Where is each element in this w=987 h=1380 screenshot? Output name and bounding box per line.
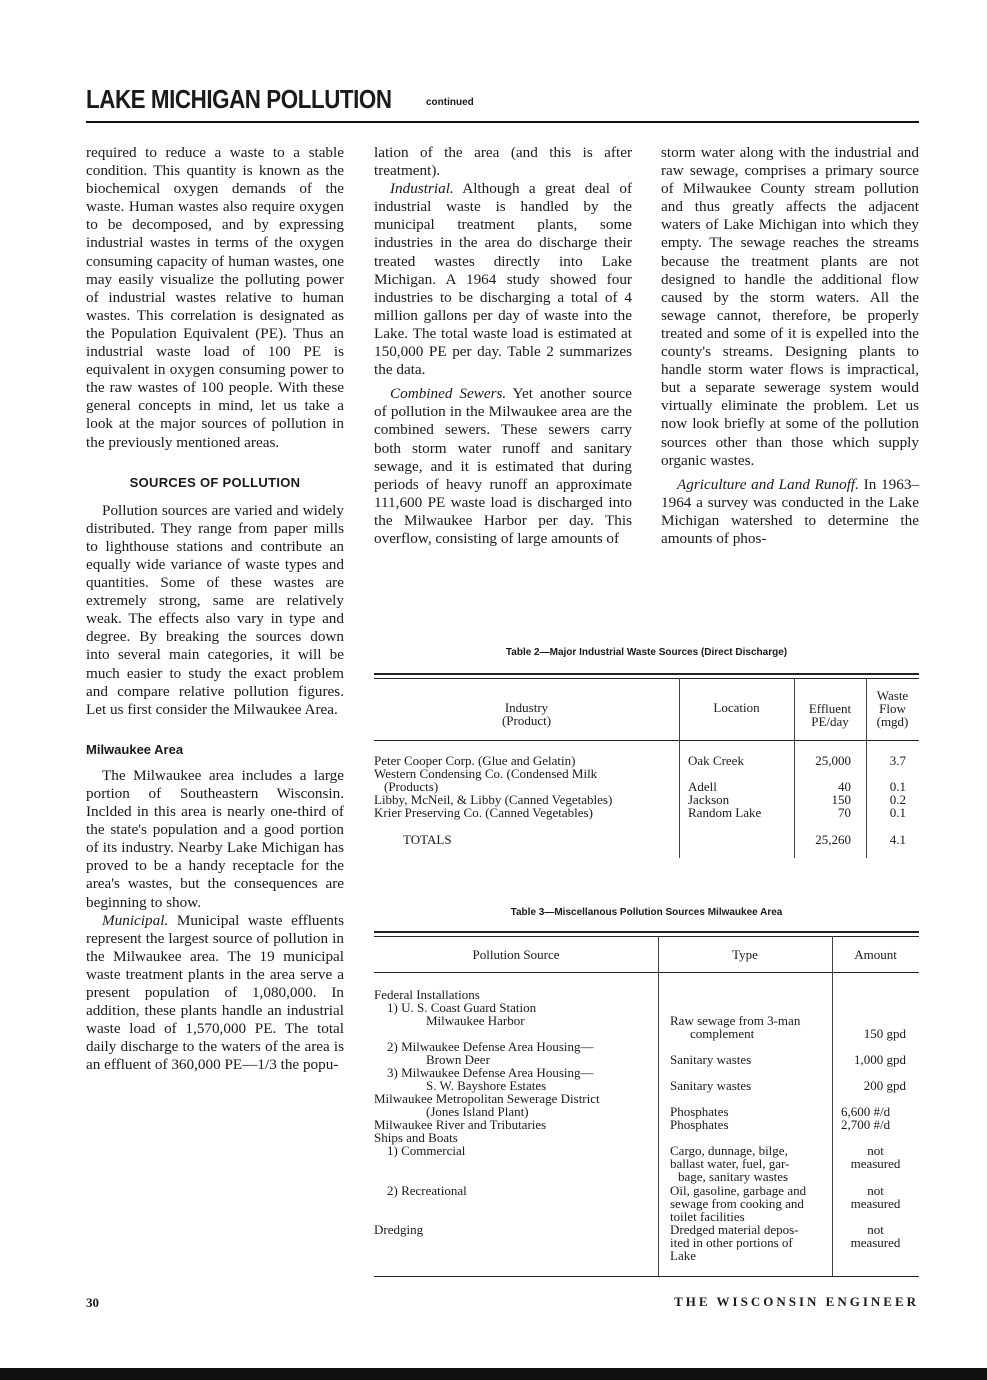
table-cell: Dredging	[374, 1222, 424, 1237]
table-rule	[374, 931, 919, 933]
table-cell: (Jones Island Plant)	[426, 1104, 529, 1119]
paragraph: The Milwaukee area includes a large portion of Southeastern Wisconsin. Inclded in this area is nearly one-third of the state's population and a good portion of its industry. Nearby Lake Michigan has proved to be a handy receptacle for the area's wastes, but the consequences are beginning to show.	[86, 766, 344, 911]
journal-name: THE WISCONSIN ENGINEER	[674, 1294, 919, 1309]
paragraph-text: Municipal waste effluents represent the largest source of pollution in the Milwaukee area. The 19 municipal waste treatment plants in the area serve a present population of 1,080,000. In addition, these plants handle an industrial waste load of 1,570,000 PE. The total daily discharge to the waters of the area is an effluent of 360,000 PE—1/3 the popu-	[86, 911, 344, 1074]
table-cell: Sanitary wastes	[670, 1052, 752, 1067]
paragraph: required to reduce a waste to a stable condition. This quantity is known as the biochemical oxygen demands of the waste. Human wastes also require oxygen to be decomposed, and by expressing industrial wastes in terms of the oxygen consuming capacity of human wastes, one may easily visualize the polluting power of industrial wastes relative to human wastes. This correlation is designated as the Population Equivalent (PE). Thus an industrial waste load of 100 PE is equivalent in oxygen consuming power to the raw wastes of 100 people. With these general concepts in mind, let us take a look at the major sources of pollution in the previously mentioned areas.	[86, 144, 344, 451]
table-rule	[374, 678, 919, 679]
run-in-heading: Combined Sewers.	[390, 385, 507, 403]
table-cell: Cargo, dunnage, bilge,	[670, 1143, 788, 1158]
paragraph	[374, 385, 632, 548]
table-cell: 3.7	[889, 753, 906, 768]
table-rule	[374, 740, 919, 741]
table-cell: Peter Cooper Corp. (Glue and Gelatin)	[374, 753, 576, 768]
table-cell: Phosphates	[670, 1117, 729, 1132]
paragraph-text: In 1963–1964 a survey was conducted in the Lake Michigan watershed to determine the amounts of phos-	[661, 475, 920, 547]
table-cell: not	[867, 1143, 884, 1158]
table-cell: Adell	[688, 779, 717, 794]
table-cell: Oil, gasoline, garbage and	[670, 1183, 807, 1198]
table-divider	[658, 936, 659, 1276]
table-cell: Jackson	[688, 792, 730, 807]
paragraph	[86, 912, 344, 1075]
table-cell: 25,000	[815, 753, 851, 768]
table-cell: sewage from cooking and	[670, 1196, 804, 1211]
totals-pe: 25,260	[815, 832, 851, 847]
continued-label: continued	[426, 97, 474, 108]
paragraph	[374, 180, 632, 379]
header-pe-day: PE/day	[811, 714, 849, 729]
table-cell: 70	[838, 805, 851, 820]
page-title: LAKE MICHIGAN POLLUTION	[86, 84, 392, 114]
table-cell: toilet facilities	[670, 1209, 745, 1224]
header-waste: Waste	[876, 688, 909, 703]
header-industry: Industry	[504, 700, 549, 715]
table-rule	[374, 972, 919, 973]
table-cell: 0.1	[889, 779, 906, 794]
page-number: 30	[86, 1295, 99, 1310]
header-flow: Flow	[879, 701, 906, 716]
table-cell: measured	[850, 1196, 901, 1211]
table-cell: 0.2	[889, 792, 906, 807]
header-mgd: (mgd)	[876, 714, 909, 729]
scan-edge-bar	[0, 1368, 987, 1380]
table-cell: S. W. Bayshore Estates	[426, 1078, 547, 1093]
table3-caption: Table 3—Miscellanous Pollution Sources Milwaukee Area	[510, 907, 783, 918]
table-cell: Federal Installations	[374, 987, 480, 1002]
paragraph-text: Yet another source of pollution in the Milwaukee area are the combined sewers. These sewers carry both storm water runoff and sanitary sewage, and it is estimated that during periods of heavy runoff an approximate 111,600 PE waste load is discharged into the Milwaukee Harbor per day. This overflow, consisting of large amounts of	[374, 385, 632, 547]
run-in-heading: Municipal.	[102, 911, 169, 929]
paragraph	[661, 476, 919, 548]
table-cell: Milwaukee Harbor	[426, 1013, 525, 1028]
table-cell: bage, sanitary wastes	[678, 1169, 789, 1184]
table-cell: 40	[838, 779, 851, 794]
table-cell: (Products)	[384, 779, 439, 794]
table-rule	[374, 936, 919, 937]
column-3	[661, 144, 919, 548]
table-cell: ited in other portions of	[670, 1235, 793, 1250]
page-header	[86, 84, 919, 115]
table-cell: 3) Milwaukee Defense Area Housing—	[387, 1065, 594, 1080]
table-cell: 150 gpd	[863, 1026, 906, 1041]
table-cell: Krier Preserving Co. (Canned Vegetables)	[374, 805, 593, 820]
header-effluent: Effluent	[808, 701, 852, 716]
section-heading: SOURCES OF POLLUTION	[129, 474, 301, 490]
table-cell: 150	[831, 792, 851, 807]
table-cell: 0.1	[889, 805, 906, 820]
table-cell: ballast water, fuel, gar-	[670, 1156, 790, 1171]
header-product: (Product)	[501, 713, 552, 728]
table-cell: Random Lake	[688, 805, 762, 820]
table-cell: Brown Deer	[426, 1052, 490, 1067]
table-cell: Oak Creek	[688, 753, 744, 768]
header-amount: Amount	[854, 947, 897, 962]
run-in-heading: Industrial.	[390, 180, 454, 198]
table-rule	[374, 673, 919, 675]
table-cell: Sanitary wastes	[670, 1078, 752, 1093]
table-cell: 6,600 #/d	[841, 1104, 891, 1119]
paragraph-text: Although a great deal of industrial waste is handled by the municipal treatment plants, some industries in the area do discharge their treated wastes directly into Lake Michigan. A 1964 study showed four industries to be discharging a total of 4 million gallons per day of waste into the Lake. The total waste load is estimated at 150,000 PE per day. Table 2 summarizes the data.	[374, 180, 632, 379]
paragraph: storm water along with the industrial and raw sewage, comprises a primary source of Milwaukee County stream pollution and thus greatly affects the adjacent waters of Lake Michigan into which they empty. The sewage reaches the streams because the treatment plants are not designed to handle the additional flow caused by the storm waters. All the sewage cannot, therefore, be properly treated and some of it is expelled into the county's streams. Designing plants to handle storm water flows is impractical, but a separate sewerage system would virtually eliminate the problem. Let us now look briefly at some of the pollution sources other than those which supply organic wastes.	[661, 144, 919, 469]
header-source: Pollution Source	[472, 947, 560, 962]
table-cell: Phosphates	[670, 1104, 729, 1119]
header-location: Location	[713, 700, 760, 715]
table-cell: not	[867, 1183, 884, 1198]
table-cell: Milwaukee Metropolitan Sewerage District	[374, 1091, 600, 1106]
run-in-heading: Agriculture and Land Runoff.	[677, 475, 859, 493]
subsection-heading: Milwaukee Area	[86, 741, 184, 757]
table-cell: complement	[690, 1026, 755, 1041]
column-2	[374, 144, 632, 548]
table-cell: Libby, McNeil, & Libby (Canned Vegetables)	[374, 792, 613, 807]
table-cell: measured	[850, 1156, 901, 1171]
paragraph: Pollution sources are varied and widely distributed. They range from paper mills to lighthouse stations and contribute an equally wide variance of waste types and quantities. Some of these wastes are extremely strong, same are relatively weak. The effects also vary in type and degree. By breaking the sources down into several main categories, it will be much easier to study the exact problem and compare relative pollution figures. Let us first consider the Milwaukee Area.	[86, 501, 344, 718]
table-cell: not	[867, 1222, 884, 1237]
table-cell: Lake	[670, 1248, 696, 1263]
table-cell: Milwaukee River and Tributaries	[374, 1117, 547, 1132]
table-cell: Ships and Boats	[374, 1130, 458, 1145]
totals-label: TOTALS	[403, 832, 452, 847]
table-rule	[374, 1276, 919, 1277]
table-cell: Dredged material depos-	[670, 1222, 799, 1237]
table-cell: 1) U. S. Coast Guard Station	[387, 1000, 537, 1015]
table-cell: measured	[850, 1235, 901, 1250]
table-cell: 1,000 gpd	[854, 1052, 906, 1067]
table-cell: Raw sewage from 3-man	[670, 1013, 801, 1028]
table-cell: 2) Recreational	[387, 1183, 467, 1198]
column-1	[86, 144, 344, 1075]
table-cell: Western Condensing Co. (Condensed Milk	[374, 766, 598, 781]
paragraph: lation of the area (and this is after treatment).	[374, 144, 632, 180]
table-cell: 1) Commercial	[387, 1143, 466, 1158]
table-cell: 2) Milwaukee Defense Area Housing—	[387, 1039, 594, 1054]
totals-flow: 4.1	[889, 832, 906, 847]
table-cell: 200 gpd	[863, 1078, 906, 1093]
header-type: Type	[732, 947, 758, 962]
table2-caption: Table 2—Major Industrial Waste Sources (Direct Discharge)	[505, 647, 788, 658]
table-cell: 2,700 #/d	[841, 1117, 891, 1132]
header-rule	[86, 121, 919, 123]
